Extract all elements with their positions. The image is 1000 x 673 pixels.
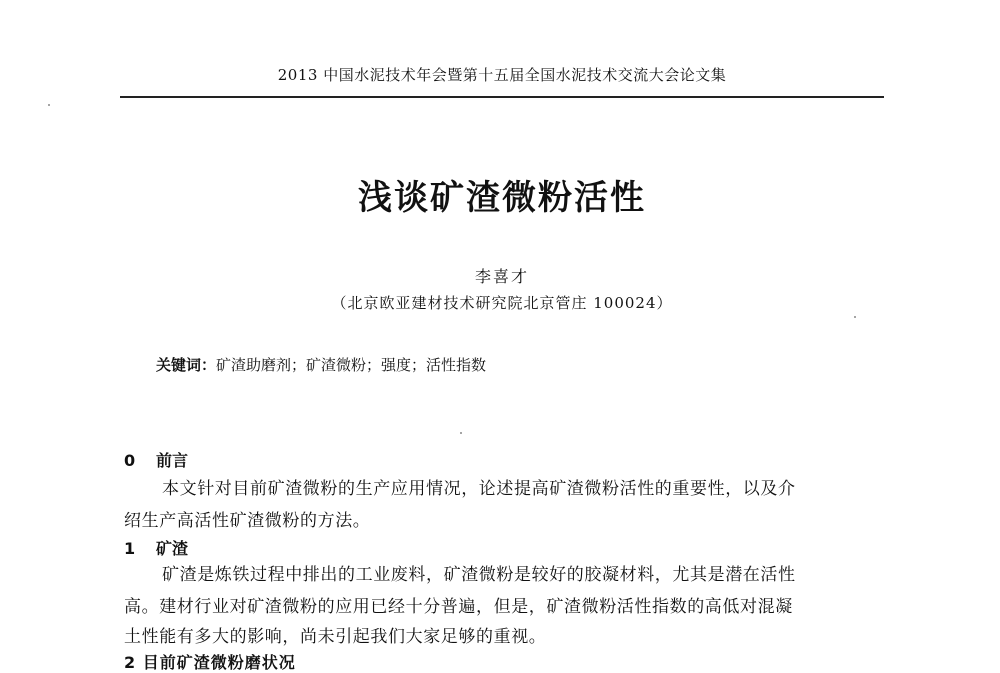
keywords-text: 矿渣助磨剂；矿渣微粉；强度；活性指数 bbox=[216, 356, 487, 374]
header-rule bbox=[120, 96, 884, 98]
section-number: 0 bbox=[124, 451, 136, 470]
scan-speck bbox=[48, 104, 50, 106]
author-name: 李喜才 bbox=[474, 267, 529, 286]
section-heading-1 bbox=[124, 536, 188, 559]
section-title: 前言 bbox=[156, 451, 189, 470]
paragraph-line: 本文针对目前矿渣微粉的生产应用情况，论述提高矿渣微粉活性的重要性，以及介 bbox=[162, 479, 796, 499]
section-heading-0 bbox=[124, 448, 188, 471]
paragraph-line: 矿渣是炼铁过程中排出的工业废料，矿渣微粉是较好的胶凝材料，尤其是潜在活性 bbox=[162, 565, 796, 585]
paragraph-line: 高。建材行业对矿渣微粉的应用已经十分普遍，但是，矿渣微粉活性指数的高低对混凝 bbox=[124, 597, 793, 617]
keywords-line bbox=[156, 354, 486, 375]
paragraph-line: 绍生产高活性矿渣微粉的方法。 bbox=[124, 511, 371, 531]
scan-speck bbox=[854, 316, 856, 318]
paper-title: 浅谈矿渣微粉活性 bbox=[358, 178, 646, 218]
paragraph-line: 土性能有多大的影响，尚未引起我们大家足够的重视。 bbox=[124, 627, 547, 647]
running-header: 2013 中国水泥技术年会暨第十五届全国水泥技术交流大会论文集 bbox=[277, 66, 727, 84]
scan-speck bbox=[460, 432, 462, 434]
keywords-label: 关键词： bbox=[156, 356, 217, 374]
section-heading-2-partial: 2 目前矿渣微粉磨状况 bbox=[124, 653, 296, 672]
section-title: 矿渣 bbox=[156, 539, 189, 558]
author-affiliation: （北京欧亚建材技术研究院北京管庄 100024） bbox=[331, 294, 673, 312]
section-number: 1 bbox=[124, 539, 136, 558]
